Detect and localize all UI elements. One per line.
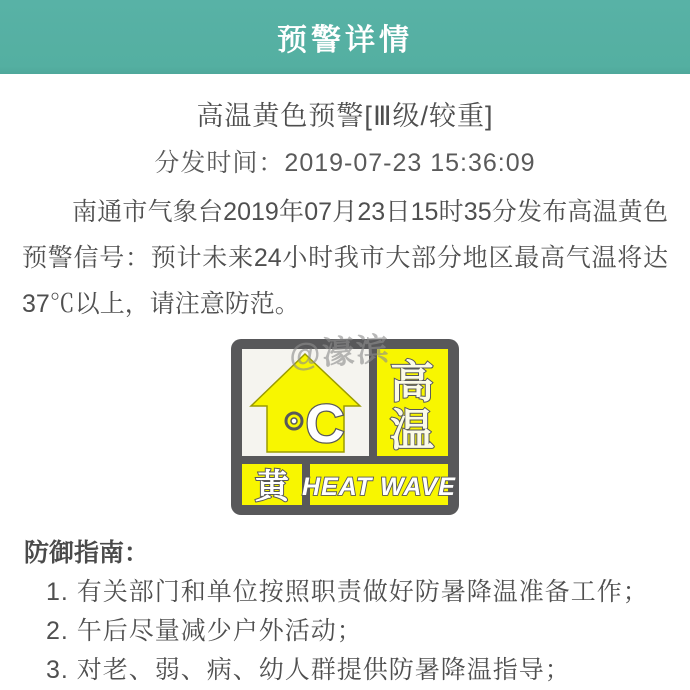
watermark: @濠滨 <box>288 330 392 374</box>
issue-time: 分发时间：2019-07-23 15:36:09 <box>154 149 536 177</box>
heat-wave-sign-area <box>0 330 690 515</box>
guide-item-2: 2. 午后尽量减少户外活动； <box>46 617 363 645</box>
gaowen-char-bottom: 温 <box>390 406 434 455</box>
warning-title: 高温黄色预警[Ⅲ级/较重] <box>196 101 494 131</box>
gaowen-char-top: 高 <box>390 358 434 407</box>
page-title: 预警详情 <box>277 24 413 57</box>
guide-item-1: 1. 有关部门和单位按照职责做好防暑降温准备工作； <box>46 578 649 606</box>
english-label: HEAT WAVE <box>302 473 456 501</box>
guide-heading: 防御指南： <box>24 539 150 567</box>
defense-guide-section <box>0 533 690 690</box>
header-bar <box>0 0 690 74</box>
degree-ring-center <box>291 418 297 424</box>
heat-wave-sign <box>231 330 459 515</box>
celsius-symbol: C <box>305 394 345 454</box>
guide-item-3: 3. 对老、弱、病、幼人群提供防暑降温指导； <box>46 656 571 684</box>
warning-body-text: 南通市气象台2019年07月23日15时35分发布高温黄色预警信号：预计未来24小时我市大部分地区最高气温将达37℃以上，请注意防范。 <box>22 198 668 318</box>
level-char: 黄 <box>255 468 289 506</box>
